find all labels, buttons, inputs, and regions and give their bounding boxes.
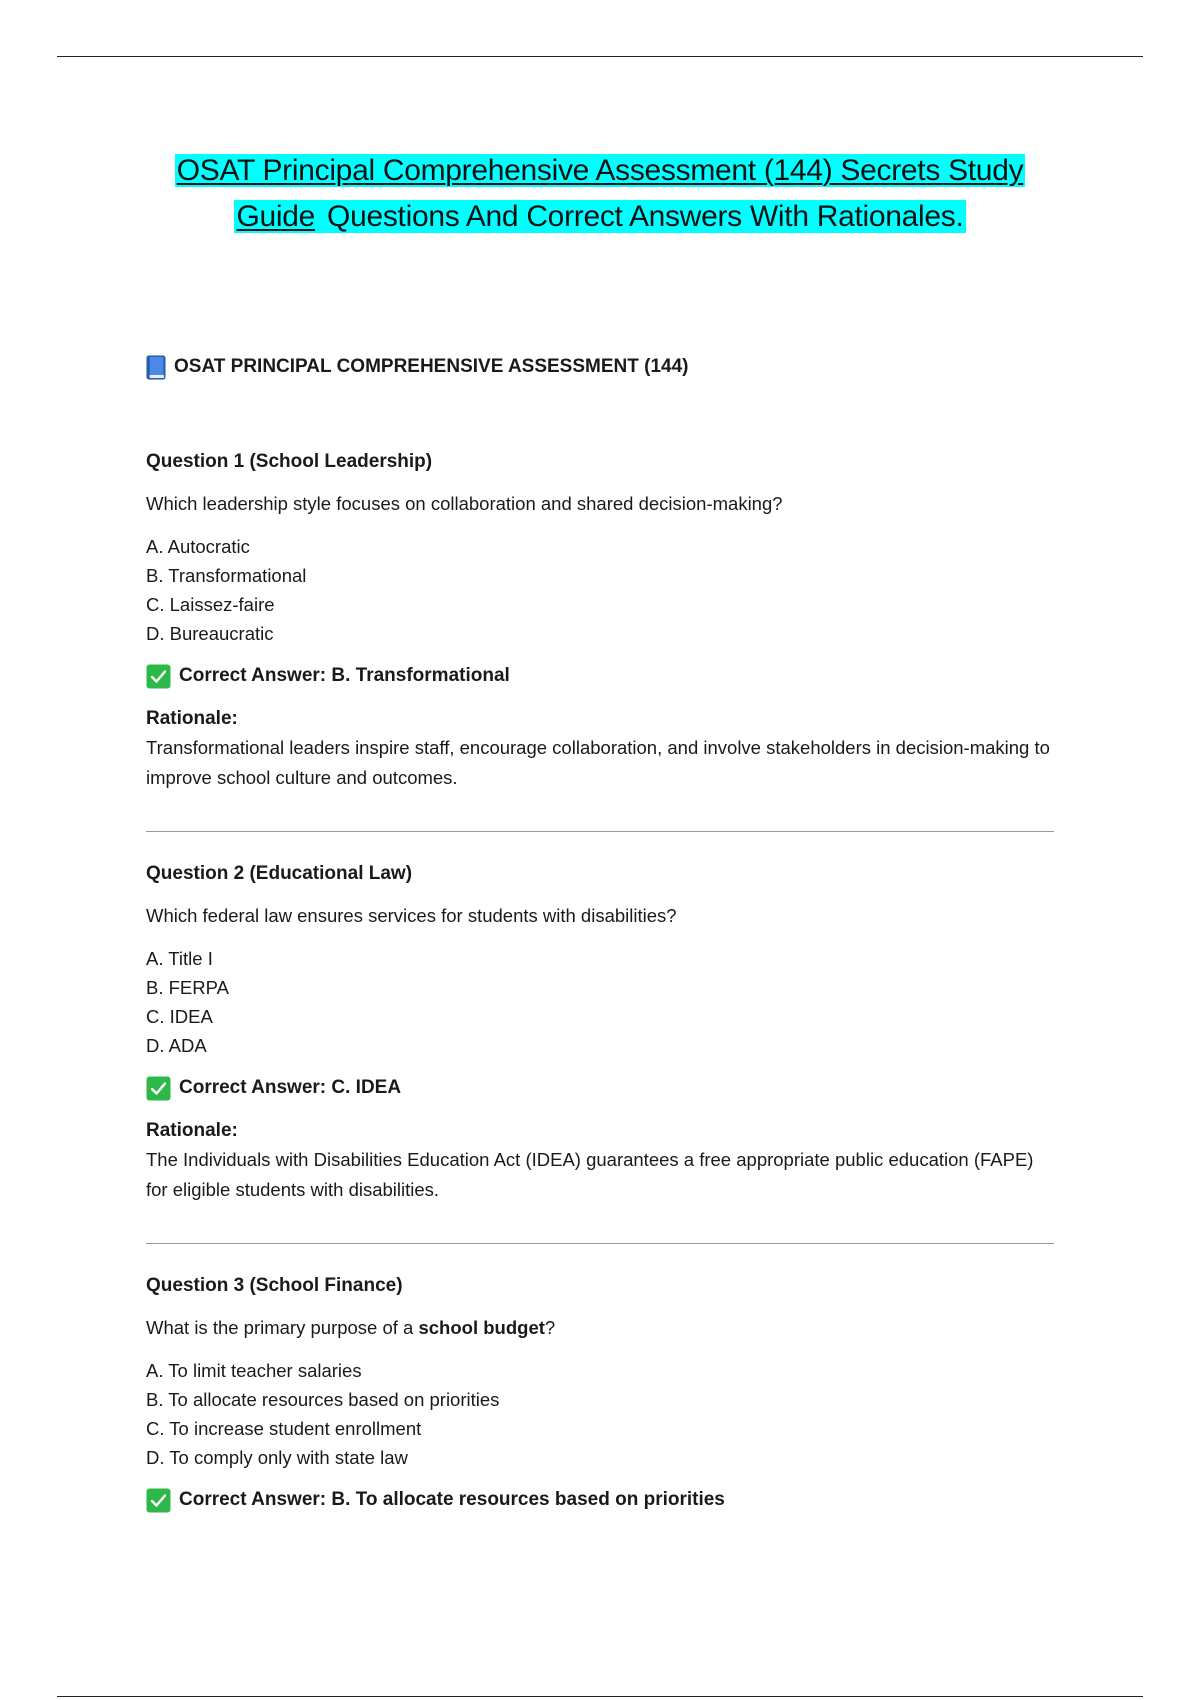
option-b: B. To allocate resources based on priorities: [146, 1389, 500, 1410]
option-b: B. FERPA: [146, 977, 229, 998]
correct-answer-text: Correct Answer: C. IDEA: [179, 1077, 402, 1098]
question-title: Question 3 (School Finance): [146, 1275, 403, 1296]
option-b: B. Transformational: [146, 565, 307, 586]
title-line-2-rest: Questions And Correct Answers With Rationales.: [319, 200, 964, 233]
title-line-1: OSAT Principal Comprehensive Assessment (144) Secrets Study: [176, 154, 1024, 187]
green-check-icon: [146, 1488, 171, 1513]
correct-answer: [146, 1485, 1056, 1515]
question-text-bold: school budget: [418, 1317, 545, 1338]
option-a: A. Autocratic: [146, 536, 250, 557]
question-text: [146, 1314, 1056, 1342]
question-text: Which leadership style focuses on collaboration and shared decision-making?: [146, 493, 783, 514]
rationale-text: The Individuals with Disabilities Education Act (IDEA) guarantees a free appropriate public education (FAPE) for eligible students with disabilities.: [146, 1149, 1034, 1200]
question-title: Question 2 (Educational Law): [146, 863, 413, 884]
question-text-before: What is the primary purpose of a: [146, 1317, 419, 1338]
document-body: [146, 352, 1056, 1529]
blue-book-icon: [146, 355, 166, 380]
rationale-label: Rationale:: [146, 708, 238, 729]
option-d: D. To comply only with state law: [146, 1447, 408, 1468]
correct-answer-text: Correct Answer: B. To allocate resources based on priorities: [179, 1489, 725, 1510]
rationale-text: Transformational leaders inspire staff, encourage collaboration, and involve stakeholders in decision-making to improve school culture and outcomes.: [146, 737, 1050, 788]
option-c: C. To increase student enrollment: [146, 1418, 422, 1439]
option-d: D. ADA: [146, 1035, 207, 1056]
question-divider: [146, 831, 1054, 832]
option-list: [146, 532, 1056, 648]
question-2: [146, 860, 1056, 1205]
option-a: A. Title I: [146, 948, 213, 969]
page-top-rule: [57, 56, 1143, 57]
option-a: A. To limit teacher salaries: [146, 1360, 362, 1381]
question-divider: [146, 1243, 1054, 1244]
question-text: Which federal law ensures services for students with disabilities?: [146, 905, 677, 926]
green-check-icon: [146, 1076, 171, 1101]
correct-answer: [146, 1073, 1056, 1103]
rationale-label: Rationale:: [146, 1120, 238, 1141]
section-heading: [146, 352, 1056, 382]
option-list: [146, 1356, 1056, 1472]
section-heading-text: OSAT PRINCIPAL COMPREHENSIVE ASSESSMENT (144): [174, 356, 689, 377]
green-check-icon: [146, 664, 171, 689]
option-c: C. IDEA: [146, 1006, 213, 1027]
question-1: [146, 448, 1056, 793]
correct-answer: [146, 661, 1056, 691]
correct-answer-text: Correct Answer: B. Transformational: [179, 665, 510, 686]
question-text-after: ?: [544, 1317, 556, 1338]
option-list: [146, 944, 1056, 1060]
option-c: C. Laissez-faire: [146, 594, 275, 615]
question-3: [146, 1272, 1056, 1515]
option-d: D. Bureaucratic: [146, 623, 274, 644]
document-title: [130, 148, 1070, 240]
title-line-2-underlined: Guide: [236, 200, 316, 233]
question-title: Question 1 (School Leadership): [146, 451, 433, 472]
page-bottom-rule: [57, 1696, 1143, 1697]
